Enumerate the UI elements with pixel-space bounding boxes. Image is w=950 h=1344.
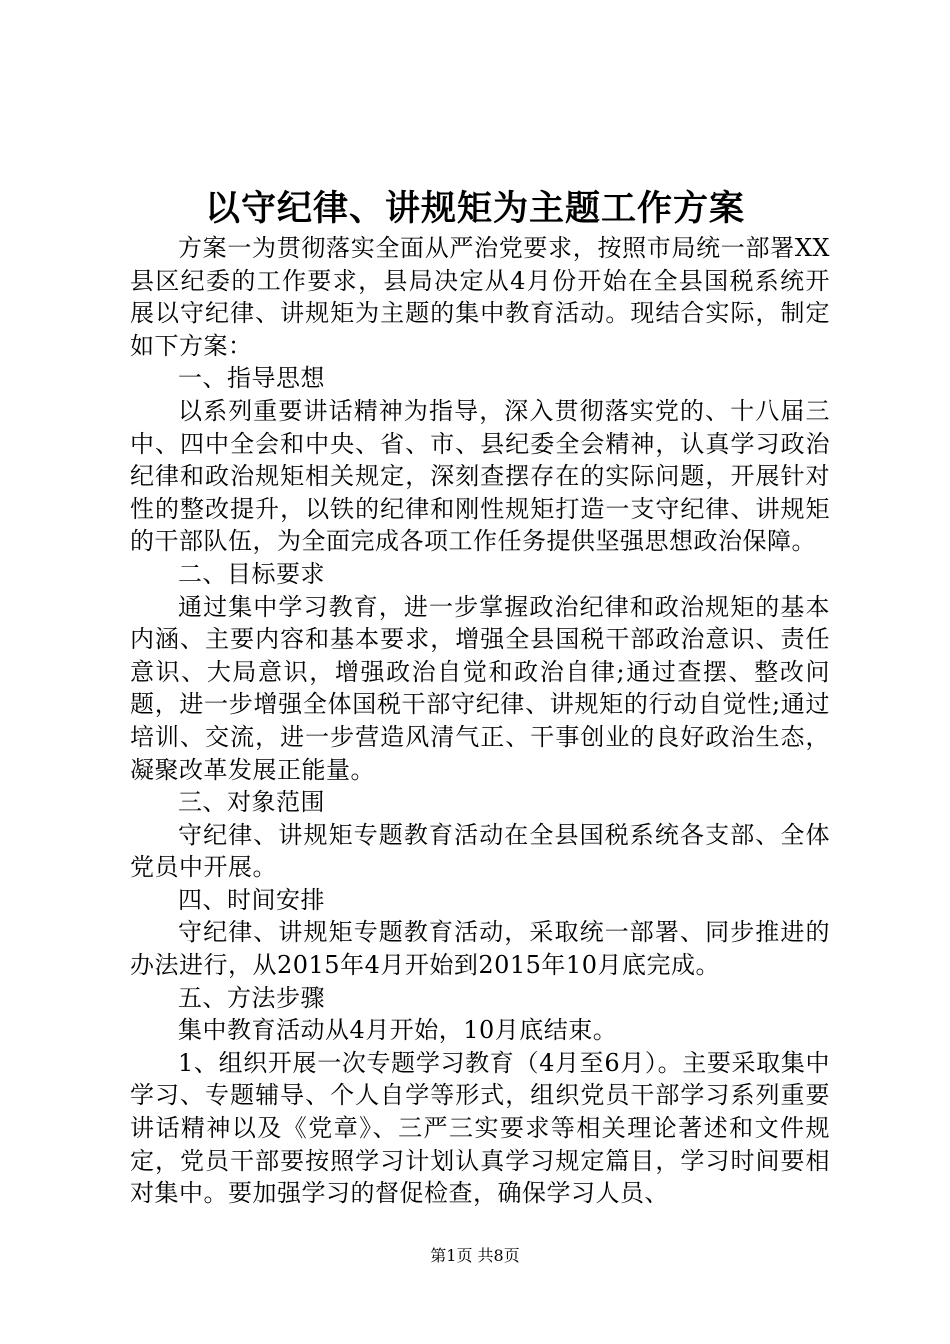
paragraph-guiding-thought: 以系列重要讲话精神为指导，深入贯彻落实党的、十八届三中、四中全会和中央、省、市、县纪委全会精神，认真学习政治纪律和政治规矩相关规定，深刻查摆存在的实际问题，开展针对性的整改提升，以铁的纪律和刚性规矩打造一支守纪律、讲规矩的干部队伍，为全面完成各项工作任务提供坚强思想政治保障。 [130, 396, 830, 556]
paragraph-goals: 通过集中学习教育，进一步掌握政治纪律和政治规矩的基本内涵、主要内容和基本要求，增强全县国税干部政治意识、责任意识、大局意识，增强政治自觉和政治自律;通过查摆、整改问题，进一步增强全体国税干部守纪律、讲规矩的行动自觉性;通过培训、交流，进一步营造风清气正、干事创业的良好政治生态，凝聚改革发展正能量。 [130, 592, 830, 784]
section-heading-guiding-thought: 一、指导思想 [178, 364, 325, 393]
document-body [130, 232, 830, 1210]
paragraph-schedule: 守纪律、讲规矩专题教育活动，采取统一部署、同步推进的办法进行，从2015年4月开始到2015年10月底完成。 [130, 918, 830, 980]
paragraph-steps-intro: 集中教育活动从4月开始，10月底结束。 [178, 1016, 618, 1045]
page-number-footer: 第1页 共8页 [430, 1246, 520, 1265]
paragraph-intro: 方案一为贯彻落实全面从严治党要求，按照市局统一部署XX县区纪委的工作要求，县局决定从4月份开始在全县国税系统开展以守纪律、讲规矩为主题的集中教育活动。现结合实际，制定如下方案： [130, 234, 830, 360]
section-heading-schedule: 四、时间安排 [178, 885, 325, 914]
paragraph-step-1: 1、组织开展一次专题学习教育（4月至6月）。主要采取集中学习、专题辅导、个人自学等形式，组织党员干部学习系列重要讲话精神以及《党章》、三严三实要求等相关理论著述和文件规定，党员干部要按照学习计划认真学习规定篇目，学习时间要相对集中。要加强学习的督促检查，确保学习人员、 [130, 1048, 830, 1208]
paragraph-scope: 守纪律、讲规矩专题教育活动在全县国税系统各支部、全体党员中开展。 [130, 820, 830, 882]
section-heading-goals: 二、目标要求 [178, 559, 325, 588]
section-heading-scope: 三、对象范围 [178, 788, 325, 817]
document-title: 以守纪律、讲规矩为主题工作方案 [204, 188, 745, 229]
section-heading-steps: 五、方法步骤 [178, 983, 325, 1012]
